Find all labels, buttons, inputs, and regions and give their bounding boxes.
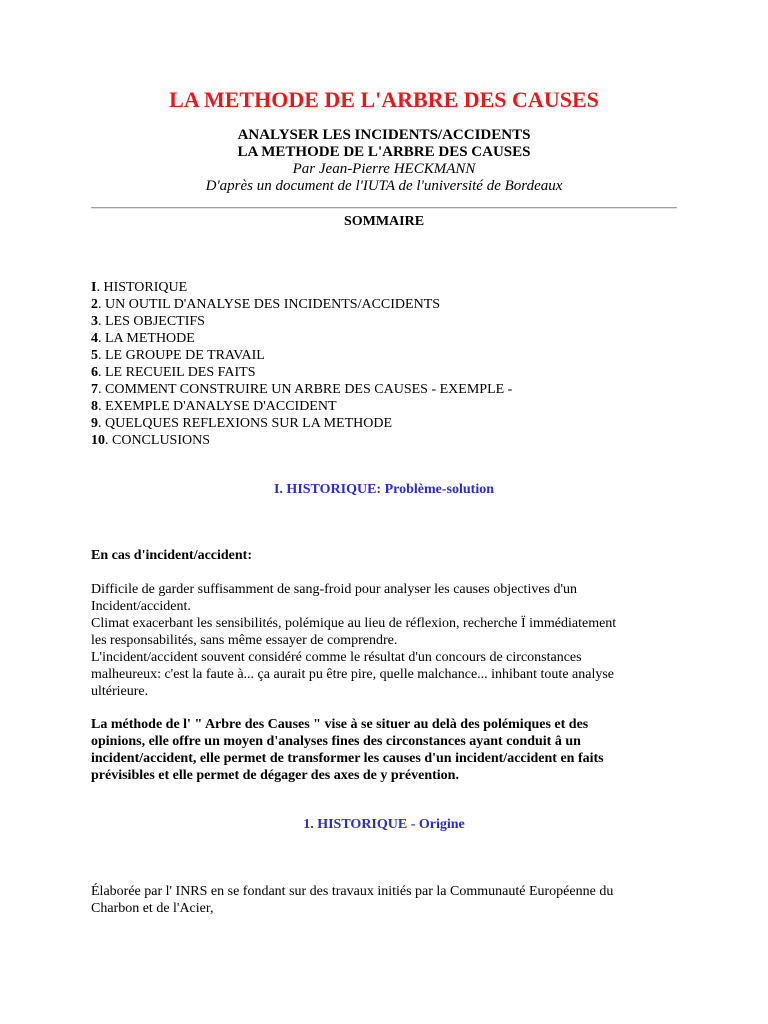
paragraph-line: incident/accident, elle permet de transformer les causes d'un incident/accident en faits xyxy=(91,751,604,766)
paragraph-line: La méthode de l' " Arbre des Causes " vise à se situer au delà des polémiques et des xyxy=(91,717,589,732)
paragraph-line: Climat exacerbant les sensibilités, polémique au lieu de réflexion, recherche Ï immédiatement xyxy=(91,616,617,631)
paragraph-elaboree xyxy=(91,883,681,917)
toc-item-label: . LES OBJECTIFS xyxy=(98,314,205,329)
toc-item[interactable] xyxy=(91,296,691,313)
toc-item-label: . CONCLUSIONS xyxy=(105,433,211,448)
toc-item-number: 3 xyxy=(91,314,98,329)
paragraph-line: les responsabilités, sans même essayer de comprendre. xyxy=(91,633,398,648)
paragraph-difficile xyxy=(91,581,681,700)
subtitle-line-1: ANALYSER LES INCIDENTS/ACCIDENTS xyxy=(237,127,531,143)
toc-item-number: 4 xyxy=(91,331,98,346)
case-heading: En cas d'incident/accident: xyxy=(91,548,253,563)
source-line: D'après un document de l'IUTA de l'université de Bordeaux xyxy=(205,178,563,194)
paragraph-line: ultérieure. xyxy=(91,684,149,699)
toc-item[interactable] xyxy=(91,347,691,364)
toc-item-number: 6 xyxy=(91,365,98,380)
subtitle-block xyxy=(0,127,768,195)
paragraph-line: prévisibles et elle permet de dégager des axes de y prévention. xyxy=(91,768,459,783)
toc-item-label: . LE GROUPE DE TRAVAIL xyxy=(98,348,265,363)
paragraph-line: Incident/accident. xyxy=(91,599,191,614)
section-heading-historique-origine: 1. HISTORIQUE - Origine xyxy=(303,817,465,832)
toc-item[interactable] xyxy=(91,432,691,449)
toc-item[interactable] xyxy=(91,364,691,381)
paragraph-line: opinions, elle offre un moyen d'analyses fines des circonstances ayant conduit â un xyxy=(91,734,581,749)
toc-item[interactable] xyxy=(91,398,691,415)
toc-item-number: 10 xyxy=(91,433,105,448)
toc-item-number: 9 xyxy=(91,416,98,431)
toc-item-label: . QUELQUES REFLEXIONS SUR LA METHODE xyxy=(98,416,392,431)
toc-item-label: . COMMENT CONSTRUIRE UN ARBRE DES CAUSES - EXEMPLE - xyxy=(98,382,513,397)
toc-item-label: . HISTORIQUE xyxy=(96,280,188,295)
paragraph-line: Charbon et de l'Acier, xyxy=(91,901,214,916)
toc-item-number: 7 xyxy=(91,382,98,397)
paragraph-line: Élaborée par l' INRS en se fondant sur des travaux initiés par la Communauté Européenne du xyxy=(91,884,614,899)
sommaire-heading: SOMMAIRE xyxy=(343,214,425,229)
toc-item[interactable] xyxy=(91,381,691,398)
page-title: LA METHODE DE L'ARBRE DES CAUSES xyxy=(169,87,599,112)
author-line: Par Jean-Pierre HECKMANN xyxy=(292,161,476,177)
toc-item[interactable] xyxy=(91,330,691,347)
toc-item-number: 2 xyxy=(91,297,98,312)
paragraph-methode-arbre xyxy=(91,716,681,784)
toc-item[interactable] xyxy=(91,279,691,296)
toc-item[interactable] xyxy=(91,313,691,330)
toc-item[interactable] xyxy=(91,415,691,432)
section-heading-historique-probleme: I. HISTORIQUE: Problème-solution xyxy=(273,482,494,497)
toc-item-number: 5 xyxy=(91,348,98,363)
toc-item-label: . LE RECUEIL DES FAITS xyxy=(98,365,256,380)
toc-item-label: . UN OUTIL D'ANALYSE DES INCIDENTS/ACCIDENTS xyxy=(98,297,441,312)
toc-item-number: 8 xyxy=(91,399,98,414)
table-of-contents xyxy=(91,279,691,449)
paragraph-line: L'incident/accident souvent considéré comme le résultat d'un concours de circonstances xyxy=(91,650,582,665)
toc-item-label: . LA METHODE xyxy=(98,331,195,346)
subtitle-line-2: LA METHODE DE L'ARBRE DES CAUSES xyxy=(237,144,531,160)
paragraph-line: malheureux: c'est la faute à... ça aurait pu être pire, quelle malchance... inhibant toute analyse xyxy=(91,667,615,682)
toc-item-label: . EXEMPLE D'ANALYSE D'ACCIDENT xyxy=(98,399,337,414)
horizontal-divider xyxy=(91,207,677,209)
paragraph-line: Difficile de garder suffisamment de sang-froid pour analyser les causes objectives d'un xyxy=(91,582,578,597)
toc-item-number: I xyxy=(91,280,97,295)
